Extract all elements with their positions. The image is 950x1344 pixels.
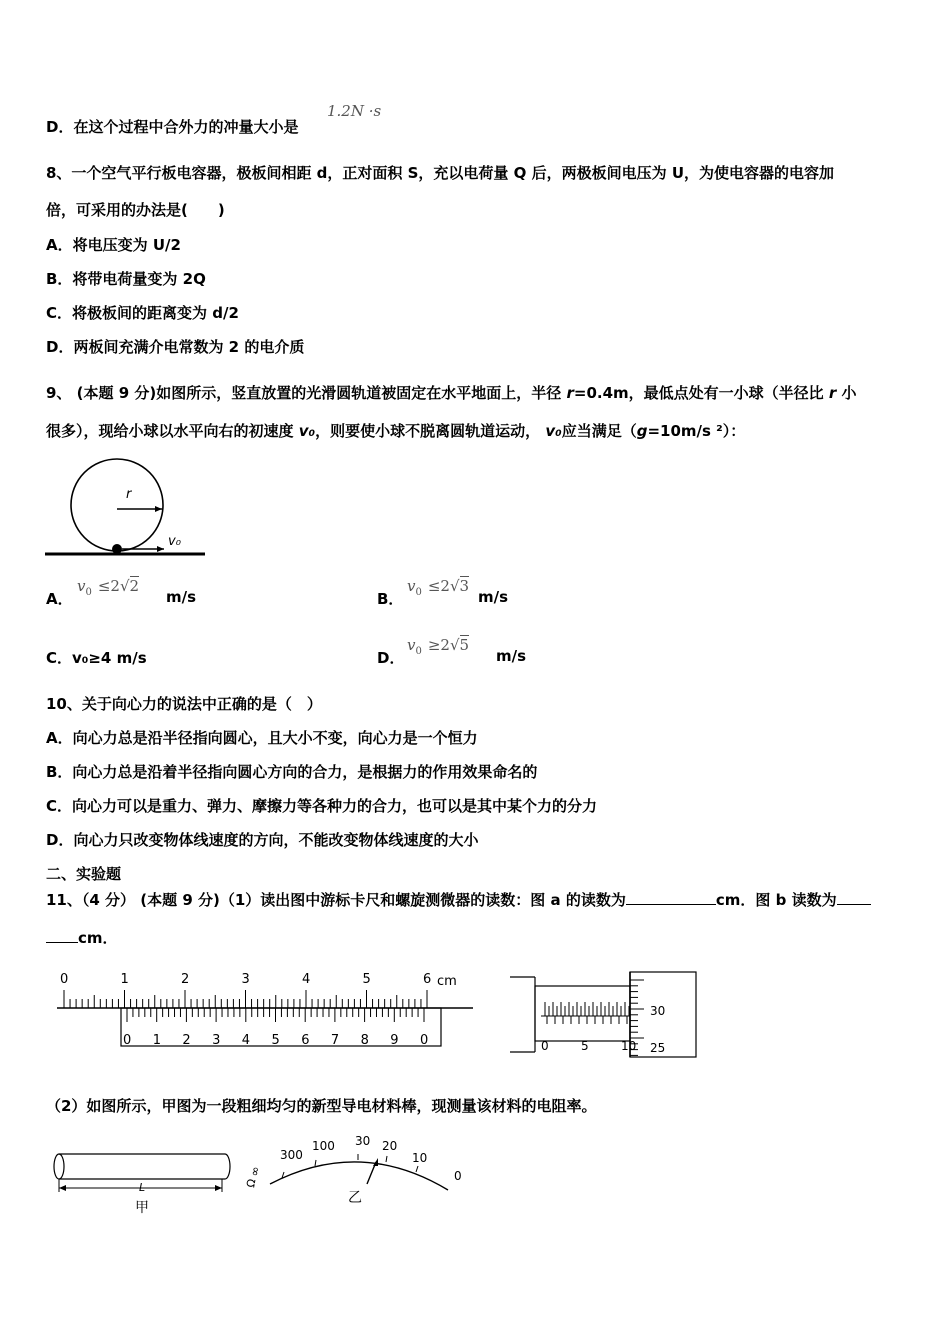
dial-scale-label: 10 (412, 1151, 428, 1165)
ball (112, 544, 122, 554)
vernier-label: 3 (212, 1033, 221, 1048)
q11-stem-line1: 11、（4 分） (本题 9 分)（1）读出图中游标卡尺和螺旋测微器的读数：图 a 的读数为 cm．图 b 读数为 (46, 889, 871, 910)
q9-option-a-unit: m/s (166, 588, 197, 606)
q9-option-b-label: B． (377, 590, 404, 608)
main-scale-label: 5 (362, 972, 371, 987)
caliper-unit: cm (437, 974, 457, 989)
main-scale-label: 6 (423, 972, 432, 987)
q7-option-d (46, 116, 298, 137)
rod-length-label: L (139, 1181, 146, 1194)
micrometer-figure (505, 968, 705, 1063)
rod-caption: 甲 (135, 1200, 149, 1216)
q9-option-c: C．v₀≥4 m/s (46, 649, 147, 667)
vernier-label: 4 (241, 1033, 251, 1048)
q7-option-d-text: D．在这个过程中合外力的冲量大小是 (46, 118, 299, 136)
vernier-label: 5 (271, 1033, 280, 1048)
q7-option-d-math: 1.2N ·s (327, 102, 382, 120)
vernier-label: 1 (152, 1033, 161, 1048)
dial-tick (386, 1156, 387, 1162)
q9-option-b-math: $v_0 \le 2√3$ (407, 577, 470, 598)
q8-stem-line1: 8、一个空气平行板电容器，极板间相距 d，正对面积 S，充以电荷量 Q 后，两极板间电压为 U，为使电容器的电容加 (46, 164, 835, 182)
vernier-caliper-figure (55, 965, 480, 1055)
q11-part2: （2）如图所示，甲图为一段粗细均匀的新型导电材料棒，现测量该材料的电阻率。 (46, 1097, 597, 1115)
vernier-label: 9 (390, 1033, 399, 1048)
vernier-label: 0 (123, 1033, 132, 1048)
q10-option-c: C．向心力可以是重力、弹力、摩擦力等各种力的合力，也可以是其中某个力的分力 (46, 797, 598, 815)
radius-label: r (126, 487, 132, 502)
dial-scale-label: 300 (280, 1148, 303, 1162)
dial-scale-label: 0 (454, 1169, 462, 1183)
section-title: 二、实验题 (46, 865, 122, 883)
sleeve-label: 5 (581, 1039, 589, 1053)
q8-option-b: B．将带电荷量变为 2Q (46, 270, 206, 288)
dial-scale-label: 30 (355, 1134, 371, 1148)
ohmmeter-dial-figure (240, 1132, 470, 1212)
rod-figure (45, 1148, 245, 1218)
main-scale-label: 0 (60, 972, 69, 987)
q9-option-b-unit: m/s (478, 588, 509, 606)
vernier-label: 7 (330, 1033, 340, 1048)
vernier-label: 6 (301, 1033, 310, 1048)
q9-stem-line1: 9、 (本题 9 分)如图所示，竖直放置的光滑圆轨道被固定在水平地面上，半径 r=0.4m，最低点处有一小球（半径比 r 小 (46, 384, 857, 402)
q10-stem: 10、关于向心力的说法中正确的是（ ） (46, 695, 322, 713)
sleeve-label: 10 (621, 1039, 637, 1053)
q9-option-d-unit: m/s (496, 647, 527, 665)
main-scale-label: 1 (120, 972, 129, 987)
q11-stem-line2: cm． (46, 927, 118, 948)
answer-blank-b-cont (46, 928, 78, 943)
q9-option-a-math: $v_0 \le 2√2$ (77, 577, 140, 598)
dial-tick (416, 1166, 418, 1172)
q9-stem-line2: 很多），现给小球以水平向右的初速度 v₀，则要使小球不脱离圆轨道运动， v₀应当满足（g=10m/s ²）： (46, 422, 746, 440)
q8-option-a: A．将电压变为 U/2 (46, 236, 181, 254)
answer-blank-a (626, 890, 716, 905)
main-scale-label: 2 (181, 972, 190, 987)
q10-option-d: D．向心力只改变物体线速度的方向，不能改变物体线速度的大小 (46, 831, 479, 849)
q10-option-a: A．向心力总是沿半径指向圆心，且大小不变，向心力是一个恒力 (46, 729, 478, 747)
dial-scale-label: 100 (312, 1139, 335, 1153)
dial-scale-label: 20 (382, 1139, 398, 1153)
q9-circle-track-figure (40, 455, 210, 565)
answer-blank-b (837, 890, 871, 905)
vernier-label: 8 (360, 1033, 369, 1048)
dial-tick (315, 1160, 316, 1166)
q8-option-d: D．两板间充满介电常数为 2 的电介质 (46, 338, 305, 356)
main-scale-label: 3 (241, 972, 250, 987)
ohm-unit-label: Ω (244, 1177, 259, 1189)
sleeve-label: 0 (541, 1039, 549, 1053)
ohmmeter-caption: 乙 (348, 1190, 362, 1206)
thimble-label: 30 (650, 1004, 666, 1018)
q9-option-a-label: A． (46, 590, 73, 608)
q9-option-d-math: $v_0 \ge 2√5$ (407, 636, 470, 657)
circle-track (71, 459, 163, 551)
dial-arc (270, 1162, 448, 1190)
thimble-label: 25 (650, 1041, 666, 1055)
dial-scale-label: ∞ (247, 1165, 263, 1178)
q10-option-b: B．向心力总是沿着半径指向圆心方向的合力，是根据力的作用效果命名的 (46, 763, 538, 781)
q9-option-d-label: D． (377, 649, 405, 667)
main-scale-label: 4 (302, 972, 311, 987)
q8-option-c: C．将极板间的距离变为 d/2 (46, 304, 239, 322)
velocity-label: v₀ (168, 534, 181, 549)
vernier-label: 0 (420, 1033, 429, 1048)
vernier-label: 2 (182, 1033, 191, 1048)
q8-stem-line2: 倍，可采用的办法是( ) (46, 201, 225, 219)
